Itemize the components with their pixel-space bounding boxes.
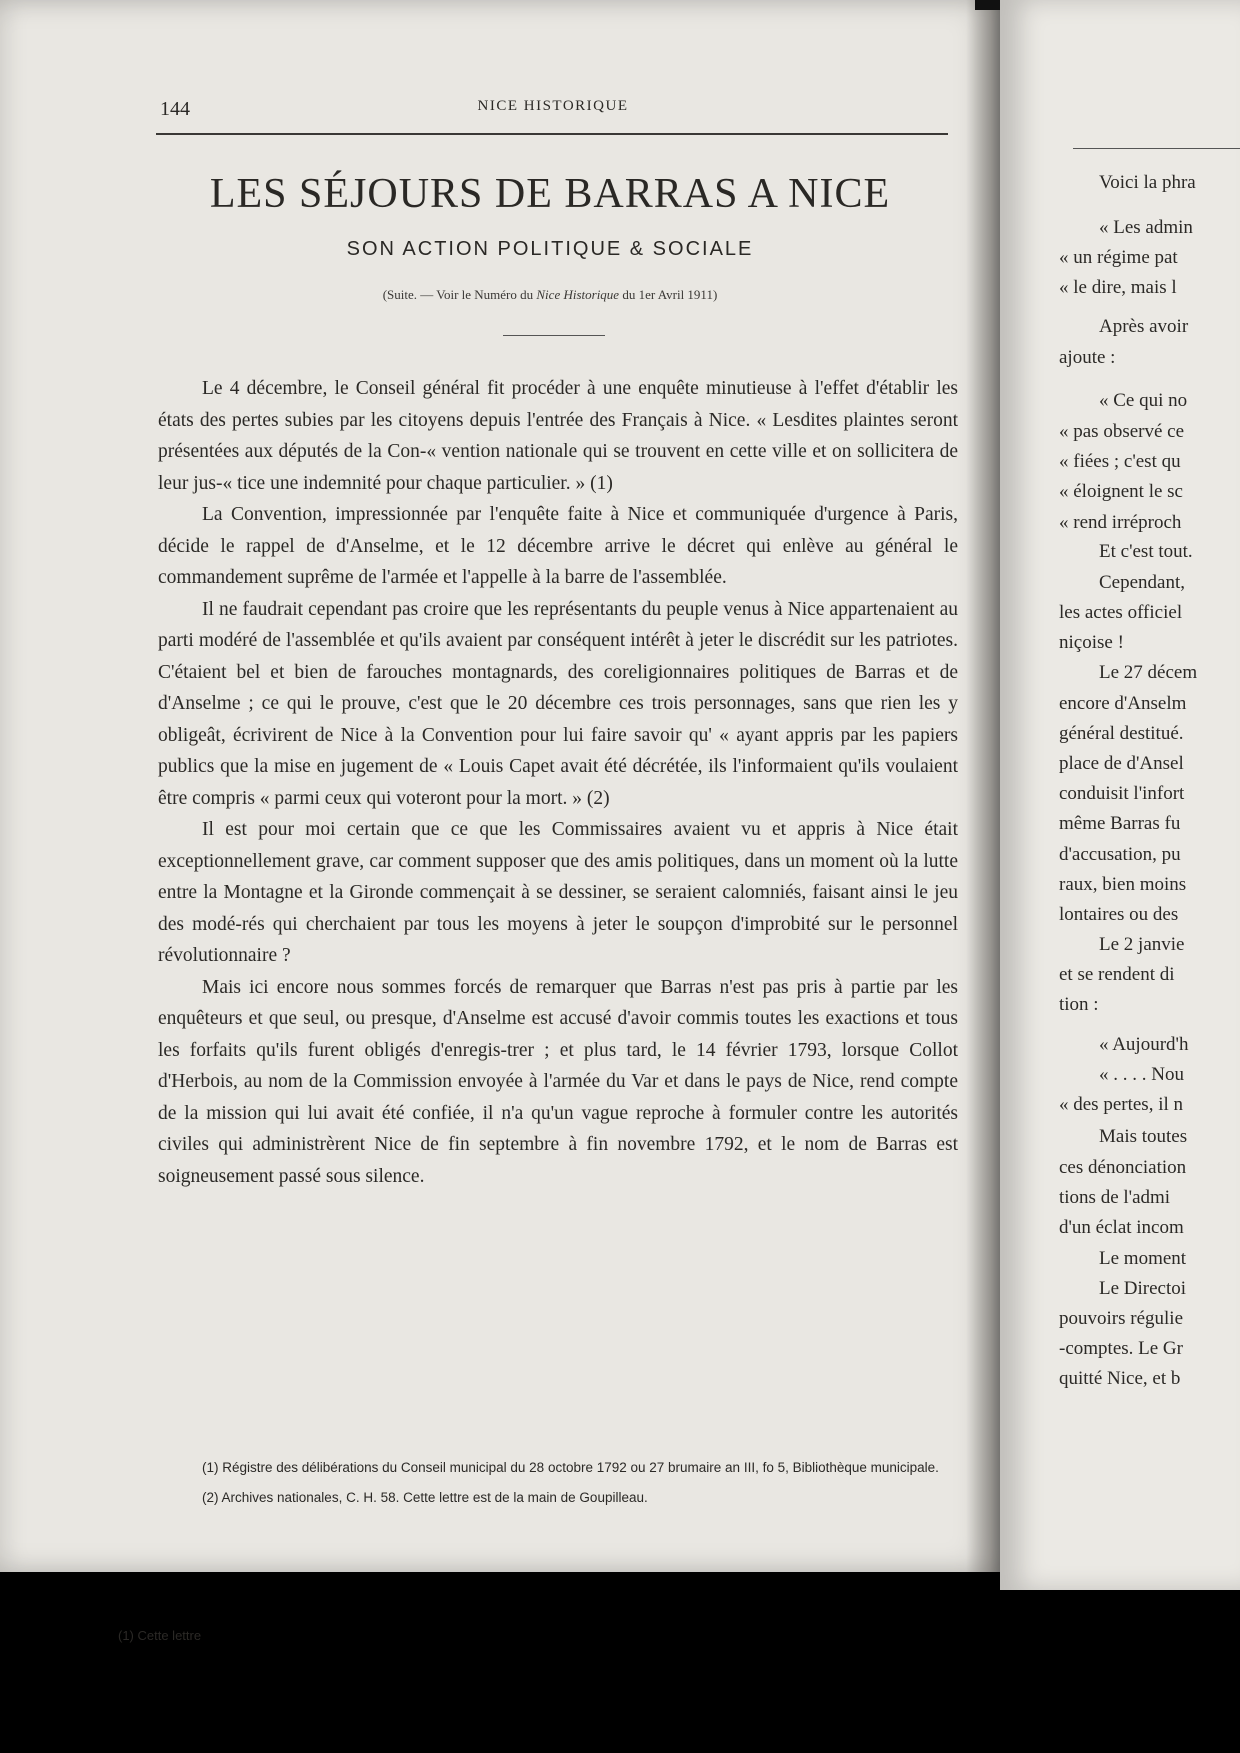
right-page-line: « rend irréproch xyxy=(1059,512,1182,533)
separator-rule xyxy=(503,335,605,336)
right-header-rule xyxy=(1073,148,1240,149)
right-page-line: Mais toutes xyxy=(1099,1126,1188,1147)
right-page-line: encore d'Anselm xyxy=(1059,693,1187,714)
journal-title: NICE HISTORIQUE xyxy=(477,98,629,114)
right-page-line: « pas observé ce xyxy=(1059,421,1185,442)
right-page-line: pouvoirs régulie xyxy=(1059,1308,1184,1329)
right-page-line: conduisit l'infort xyxy=(1059,783,1185,804)
paragraph-2: La Convention, impressionnée par l'enquête faite à Nice et communiquée d'urgence à Paris, décide le rappel de d'Anselme, et le 12 décembre arrive le décret qui enlève au général le commandement suprême de l'armée et l'appelle à la barre de l'assemblée. xyxy=(158,504,958,588)
right-page-line: « Aujourd'h xyxy=(1099,1034,1189,1055)
article-body xyxy=(158,373,958,1192)
right-page-line: ces dénonciation xyxy=(1059,1157,1187,1178)
right-page-line: tions de l'admi xyxy=(1059,1187,1171,1208)
right-page-line: « fiées ; c'est qu xyxy=(1059,451,1181,472)
right-page-line: Le moment xyxy=(1099,1248,1187,1269)
right-page-line: Le 2 janvie xyxy=(1099,934,1185,955)
right-page-line: « le dire, mais l xyxy=(1059,277,1177,298)
right-page-line: lontaires ou des xyxy=(1059,904,1179,925)
right-page-line: « éloignent le sc xyxy=(1059,481,1183,502)
article-title: LES SÉJOURS DE BARRAS A NICE xyxy=(209,171,891,217)
right-page-line: Et c'est tout. xyxy=(1099,541,1193,562)
note-prefix: (Suite. — Voir le Numéro du xyxy=(382,287,534,302)
paragraph-3: Il ne faudrait cependant pas croire que les représentants du peuple venus à Nice appartenaient au parti modéré de l'assemblée et qu'ils avaient par conséquent intérêt à jeter le discrédit sur les patriotes. C'étaient bel et bien de farouches montagnards, des coreligionnaires politiques de Barras et de d'Anselme ; ce qui le prouve, c'est que le 20 décembre ces trois personnages, sans que rien les y obligeât, écrivirent de Nice à la Convention pour lui faire savoir qu' « ayant appris par les papiers publics que la mise en jugement de « Louis Capet avait été décrétée, ils l'informaient qu'ils voulaient être compris « parmi ceux qui voteront pour la mort. » (2) xyxy=(158,598,958,809)
header-rule xyxy=(156,133,948,135)
footnote-1: (1) Régistre des délibérations du Conseil municipal du 28 octobre 1792 ou 27 brumaire an III, fo 5, Bibliothèque municipale. xyxy=(202,1460,939,1475)
right-page-line: Le Directoi xyxy=(1099,1278,1187,1299)
right-page-line: place de d'Ansel xyxy=(1059,753,1184,774)
right-page-line: même Barras fu xyxy=(1059,813,1181,834)
right-page-line: ajoute : xyxy=(1059,347,1116,368)
right-page-line: -comptes. Le Gr xyxy=(1059,1338,1183,1359)
right-page-line: « Ce qui no xyxy=(1099,390,1188,411)
paragraph-4: Il est pour moi certain que ce que les Commissaires avaient vu et appris à Nice était exceptionnellement grave, car comment supposer que des amis politiques, dans un moment où la lutte entre la Montagne et la Gironde commençait à se dessiner, se seraient calomniés, faisant ainsi le jeu des modé-rés qui cherchaient par tous les moyens à jeter le soupçon d'improbité sur le personnel révolutionnaire ? xyxy=(158,819,958,966)
right-page-line: Cependant, xyxy=(1099,572,1186,593)
footnotes xyxy=(158,1457,958,1509)
right-page xyxy=(1000,0,1240,1590)
paragraph-1: Le 4 décembre, le Conseil général fit procéder à une enquête minutieuse à l'effet d'établir les états des pertes subies par les citoyens depuis l'entrée des Français à Nice. « Lesdites plaintes seront présentées aux députés de la Con-« vention nationale qui se trouvent en cette ville et on sollicitera de leur jus-« tice une indemnité pour chaque particulier. » (1) xyxy=(158,378,958,494)
page-number: 144 xyxy=(160,98,190,120)
right-page-line: d'un éclat incom xyxy=(1059,1217,1184,1238)
right-page-line: d'accusation, pu xyxy=(1059,844,1181,865)
right-page-line: « un régime pat xyxy=(1059,247,1178,268)
right-page-line: niçoise ! xyxy=(1059,632,1124,653)
paragraph-5: Mais ici encore nous sommes forcés de remarquer que Barras n'est pas pris à partie par les enquêteurs et que seul, ou presque, d'Anselme est accusé d'avoir commis toutes les exactions et tous les forfaits qu'ils furent obligés d'enregis-trer ; et plus tard, le 14 février 1793, lorsque Collot d'Herbois, au nom de la Commission envoyée à l'armée du Var et dans le pays de Nice, rend compte de la mission qui lui avait été confiée, il n'a qu'un vague reproche à formuler contre les autorités civiles qui administrèrent Nice de fin septembre à fin novembre 1792, et le nom de Barras est soigneusement passé sous silence. xyxy=(158,976,958,1187)
right-page-line: quitté Nice, et b xyxy=(1059,1368,1181,1389)
footnote-2: (2) Archives nationales, C. H. 58. Cette lettre est de la main de Goupilleau. xyxy=(202,1490,648,1505)
right-page-line: les actes officiel xyxy=(1059,602,1183,623)
right-page-line: Le 27 décem xyxy=(1099,662,1198,683)
right-page-line: « . . . . Nou xyxy=(1099,1064,1184,1085)
note-suffix: du 1er Avril 1911) xyxy=(622,287,718,302)
right-page-line: Après avoir xyxy=(1099,316,1189,337)
running-head xyxy=(160,98,946,122)
article-subtitle: SON ACTION POLITIQUE & SOCIALE xyxy=(346,238,754,260)
note-journal: Nice Historique xyxy=(536,287,620,302)
right-page-line: général destitué. xyxy=(1059,723,1184,744)
right-page-line: et se rendent di xyxy=(1059,964,1175,985)
right-page-line: Voici la phra xyxy=(1099,172,1196,193)
right-page-line: « des pertes, il n xyxy=(1059,1094,1184,1115)
continuation-note xyxy=(140,287,960,303)
right-page-line: raux, bien moins xyxy=(1059,874,1187,895)
right-page-line: « Les admin xyxy=(1099,217,1193,238)
right-page-line: tion : xyxy=(1059,994,1099,1015)
right-footnote: (1) Cette lettre xyxy=(118,1628,202,1643)
